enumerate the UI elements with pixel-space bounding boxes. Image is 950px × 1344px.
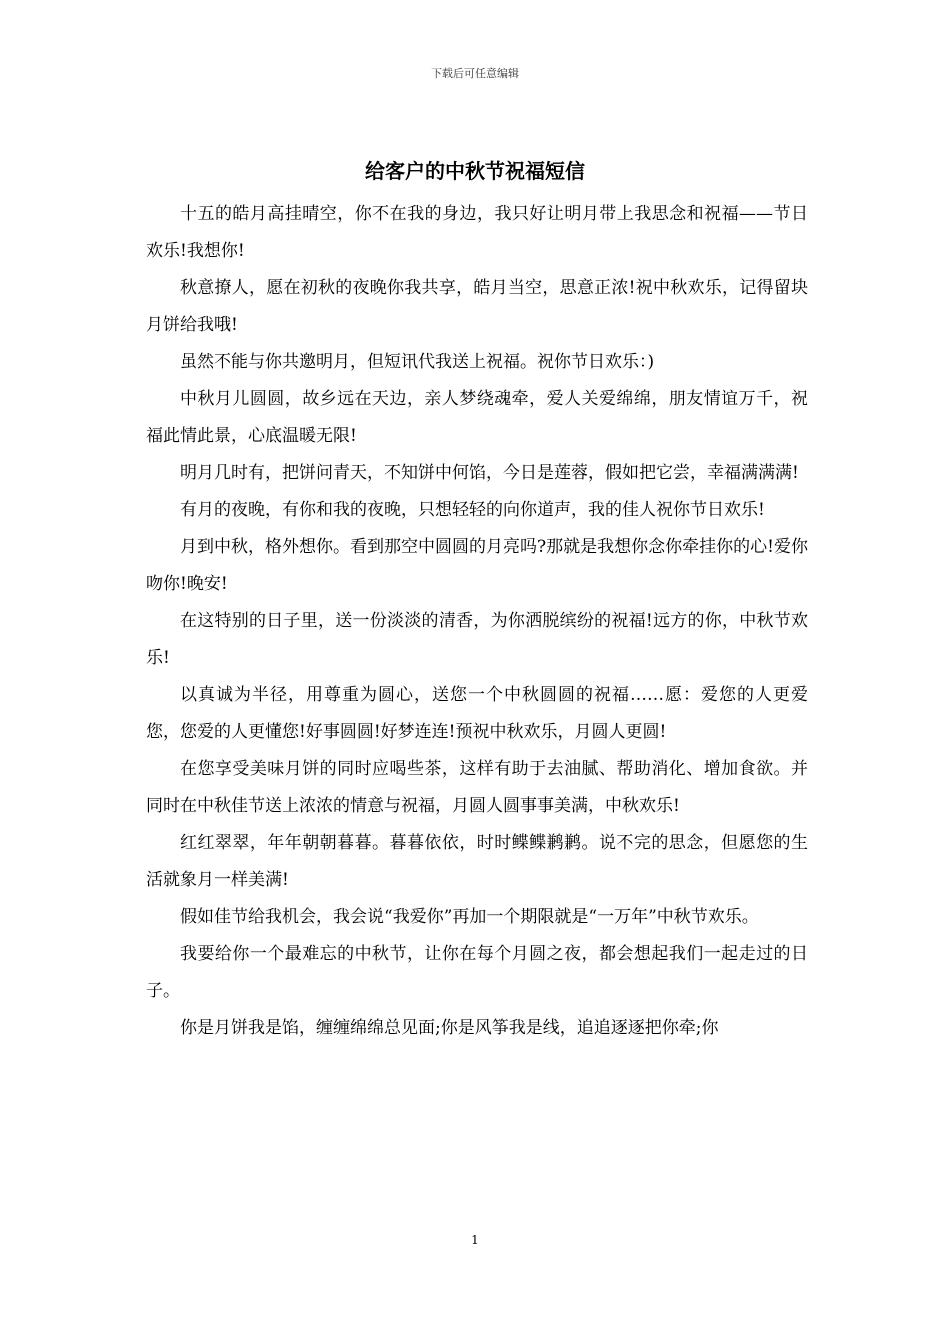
paragraph: 在这特别的日子里，送一份淡淡的清香，为你洒脱缤纷的祝福!远方的你，中秋节欢乐! xyxy=(146,611,808,668)
paragraph: 我要给你一个最难忘的中秋节，让你在每个月圆之夜，都会想起我们一起走过的日子。 xyxy=(146,944,808,1001)
page-number: 1 xyxy=(471,1233,479,1247)
paragraph: 十五的皓月高挂晴空，你不在我的身边，我只好让明月带上我思念和祝福——节日欢乐!我想你! xyxy=(146,204,808,261)
document-body xyxy=(146,196,808,1047)
paragraph: 你是月饼我是馅，缠缠绵绵总见面;你是风筝我是线，追追逐逐把你牵;你 xyxy=(180,1018,719,1038)
paragraph: 以真诚为半径，用尊重为圆心，送您一个中秋圆圆的祝福……愿：爱您的人更爱您，您爱的人更懂您!好事圆圆!好梦连连!预祝中秋欢乐，月圆人更圆! xyxy=(146,685,808,742)
paragraph: 假如佳节给我机会，我会说“我爱你”再加一个期限就是“一万年”中秋节欢乐。 xyxy=(180,907,759,927)
paragraph: 在您享受美味月饼的同时应喝些茶，这样有助于去油腻、帮助消化、增加食欲。并同时在中秋佳节送上浓浓的情意与祝福，月圆人圆事事美满，中秋欢乐! xyxy=(146,759,808,816)
paragraph: 明月几时有，把饼问青天，不知饼中何馅，今日是莲蓉，假如把它尝，幸福满满满! xyxy=(180,463,799,483)
paragraph: 秋意撩人，愿在初秋的夜晚你我共享，皓月当空，思意正浓!祝中秋欢乐，记得留块月饼给我哦! xyxy=(146,278,808,335)
document-title: 给客户的中秋节祝福短信 xyxy=(365,159,585,183)
paragraph: 中秋月儿圆圆，故乡远在天边，亲人梦绕魂牵，爱人关爱绵绵，朋友情谊万千，祝福此情此景，心底温暖无限! xyxy=(146,389,808,446)
paragraph: 有月的夜晚，有你和我的夜晚，只想轻轻的向你道声，我的佳人祝你节日欢乐! xyxy=(180,500,765,520)
paragraph: 虽然不能与你共邀明月，但短讯代我送上祝福。祝你节日欢乐：) xyxy=(180,352,655,372)
paragraph: 月到中秋，格外想你。看到那空中圆圆的月亮吗?那就是我想你念你牵挂你的心!爱你吻你!晚安! xyxy=(146,537,808,594)
paragraph: 红红翠翠，年年朝朝暮暮。暮暮依依，时时鲽鲽鹣鹣。说不完的思念，但愿您的生活就象月一样美满! xyxy=(146,833,808,890)
page-header: 下载后可任意编辑 xyxy=(431,67,519,80)
